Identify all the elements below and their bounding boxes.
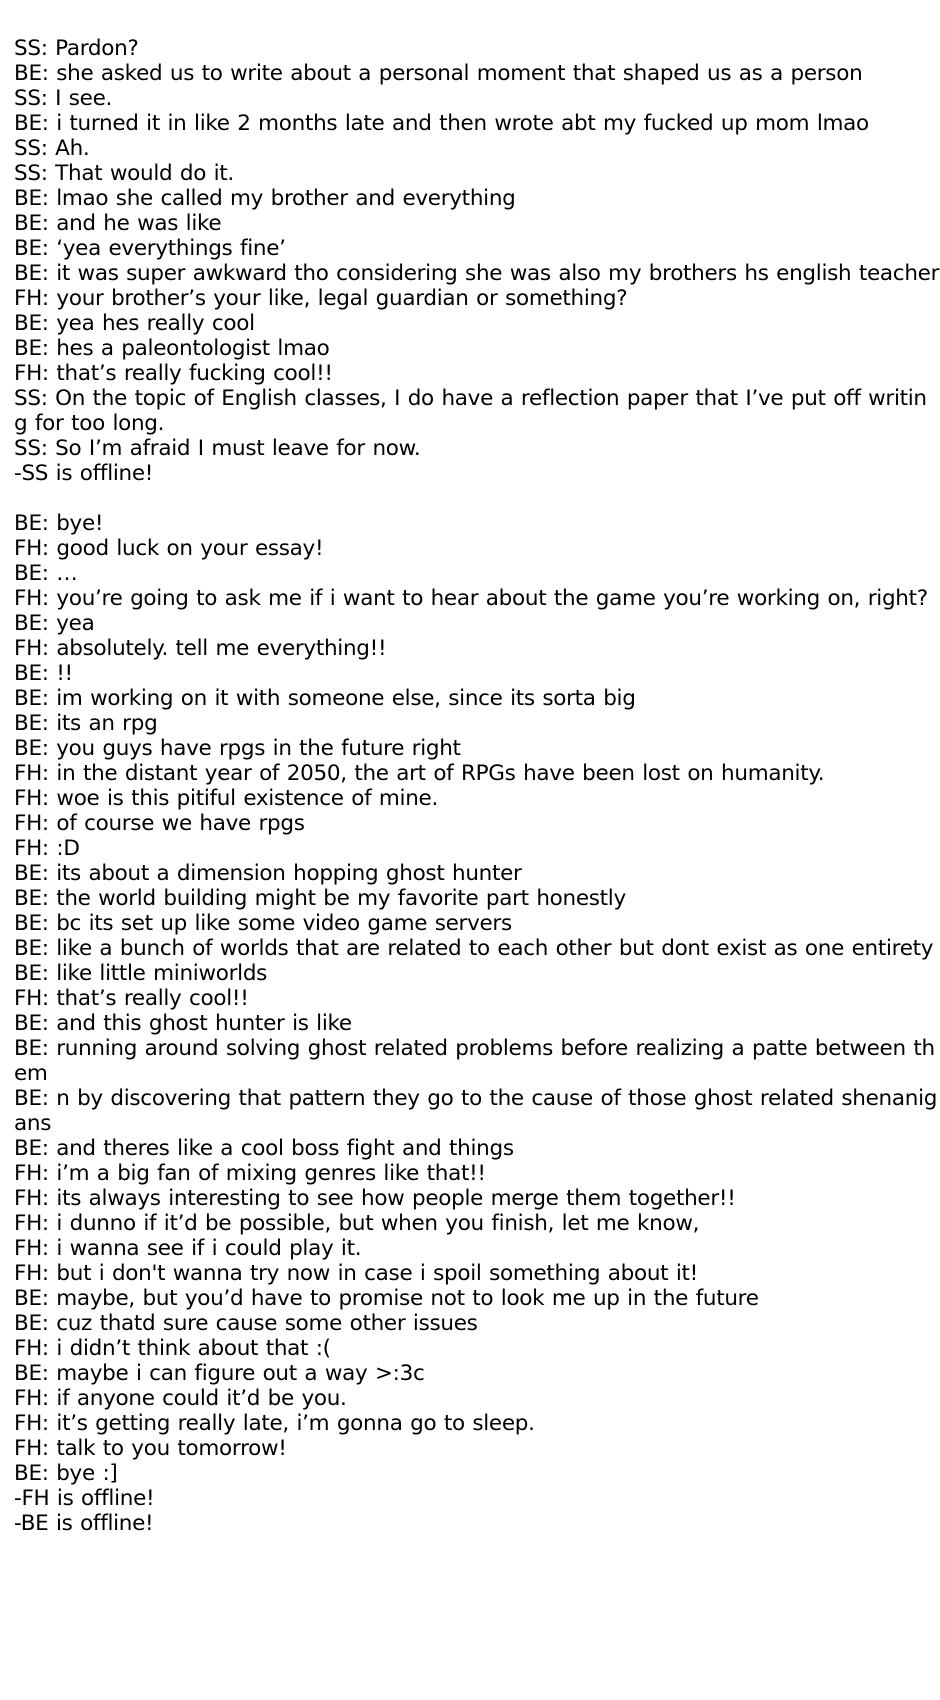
- chat-message: BE: and this ghost hunter is like: [14, 1011, 352, 1036]
- chat-message: BE: yea hes really cool: [14, 311, 255, 336]
- chat-message: FH: absolutely. tell me everything!!: [14, 636, 387, 661]
- status-message: -BE is offline!: [14, 1511, 154, 1536]
- chat-message: BE: running around solving ghost related problems before realizing a patte between them: [14, 1036, 935, 1086]
- chat-message: BE: …: [14, 561, 78, 586]
- chat-message: FH: in the distant year of 2050, the art of RPGs have been lost on humanity.: [14, 761, 825, 786]
- chat-message: BE: maybe i can figure out a way >:3c: [14, 1361, 425, 1386]
- chat-message: FH: if anyone could it’d be you.: [14, 1386, 347, 1411]
- status-message: -SS is offline!: [14, 461, 154, 486]
- chat-message: SS: On the topic of English classes, I do have a reflection paper that I’ve put off writing for too long.: [14, 386, 927, 436]
- chat-message: BE: and he was like: [14, 211, 222, 236]
- status-message: -FH is offline!: [14, 1486, 155, 1511]
- chat-message: FH: but i don't wanna try now in case i spoil something about it!: [14, 1261, 698, 1286]
- chat-message: BE: n by discovering that pattern they go to the cause of those ghost related shenanigans: [14, 1086, 938, 1136]
- chat-message: SS: Ah.: [14, 136, 90, 161]
- chat-message: FH: your brother’s your like, legal guardian or something?: [14, 286, 628, 311]
- chat-message: FH: woe is this pitiful existence of mine.: [14, 786, 438, 811]
- chat-message: FH: its always interesting to see how people merge them together!!: [14, 1186, 736, 1211]
- chat-message: BE: hes a paleontologist lmao: [14, 336, 330, 361]
- chat-message: SS: I see.: [14, 86, 113, 111]
- chat-message: FH: i’m a big fan of mixing genres like that!!: [14, 1161, 486, 1186]
- chat-message: BE: lmao she called my brother and everything: [14, 186, 516, 211]
- chat-message: FH: i dunno if it’d be possible, but when you finish, let me know,: [14, 1211, 700, 1236]
- chat-message: FH: you’re going to ask me if i want to hear about the game you’re working on, right?: [14, 586, 928, 611]
- chat-message: BE: its about a dimension hopping ghost hunter: [14, 861, 522, 886]
- chat-message: FH: i didn’t think about that :(: [14, 1336, 331, 1361]
- chat-message: BE: bye!: [14, 511, 104, 536]
- chat-message: BE: you guys have rpgs in the future right: [14, 736, 461, 761]
- chat-message: BE: im working on it with someone else, since its sorta big: [14, 686, 636, 711]
- chat-message: FH: talk to you tomorrow!: [14, 1436, 287, 1461]
- chat-message: BE: the world building might be my favorite part honestly: [14, 886, 626, 911]
- chat-message: BE: she asked us to write about a personal moment that shaped us as a person: [14, 61, 863, 86]
- chat-message: SS: Pardon?: [14, 36, 139, 61]
- blank-line: [14, 486, 940, 511]
- chat-message: BE: like a bunch of worlds that are related to each other but dont exist as one entirety: [14, 936, 934, 961]
- chat-message: BE: its an rpg: [14, 711, 158, 736]
- chat-message: FH: i wanna see if i could play it.: [14, 1236, 362, 1261]
- chat-log: [14, 36, 940, 1536]
- chat-message: BE: maybe, but you’d have to promise not to look me up in the future: [14, 1286, 759, 1311]
- chat-message: FH: it’s getting really late, i’m gonna go to sleep.: [14, 1411, 535, 1436]
- chat-message: BE: yea: [14, 611, 95, 636]
- chat-message: BE: !!: [14, 661, 73, 686]
- chat-message: FH: that’s really fucking cool!!: [14, 361, 333, 386]
- chat-message: FH: that’s really cool!!: [14, 986, 249, 1011]
- chat-message: BE: cuz thatd sure cause some other issues: [14, 1311, 478, 1336]
- chat-message: BE: like little miniworlds: [14, 961, 268, 986]
- chat-message: SS: So I’m afraid I must leave for now.: [14, 436, 421, 461]
- chat-message: SS: That would do it.: [14, 161, 234, 186]
- chat-message: FH: good luck on your essay!: [14, 536, 324, 561]
- chat-message: BE: bye :]: [14, 1461, 118, 1486]
- chat-message: FH: :D: [14, 836, 80, 861]
- chat-message: BE: and theres like a cool boss fight and things: [14, 1136, 514, 1161]
- chat-message: BE: ‘yea everythings fine’: [14, 236, 286, 261]
- chat-message: FH: of course we have rpgs: [14, 811, 305, 836]
- chat-message: BE: i turned it in like 2 months late and then wrote abt my fucked up mom lmao: [14, 111, 869, 136]
- chat-message: BE: it was super awkward tho considering she was also my brothers hs english teacher: [14, 261, 940, 286]
- chat-message: BE: bc its set up like some video game servers: [14, 911, 512, 936]
